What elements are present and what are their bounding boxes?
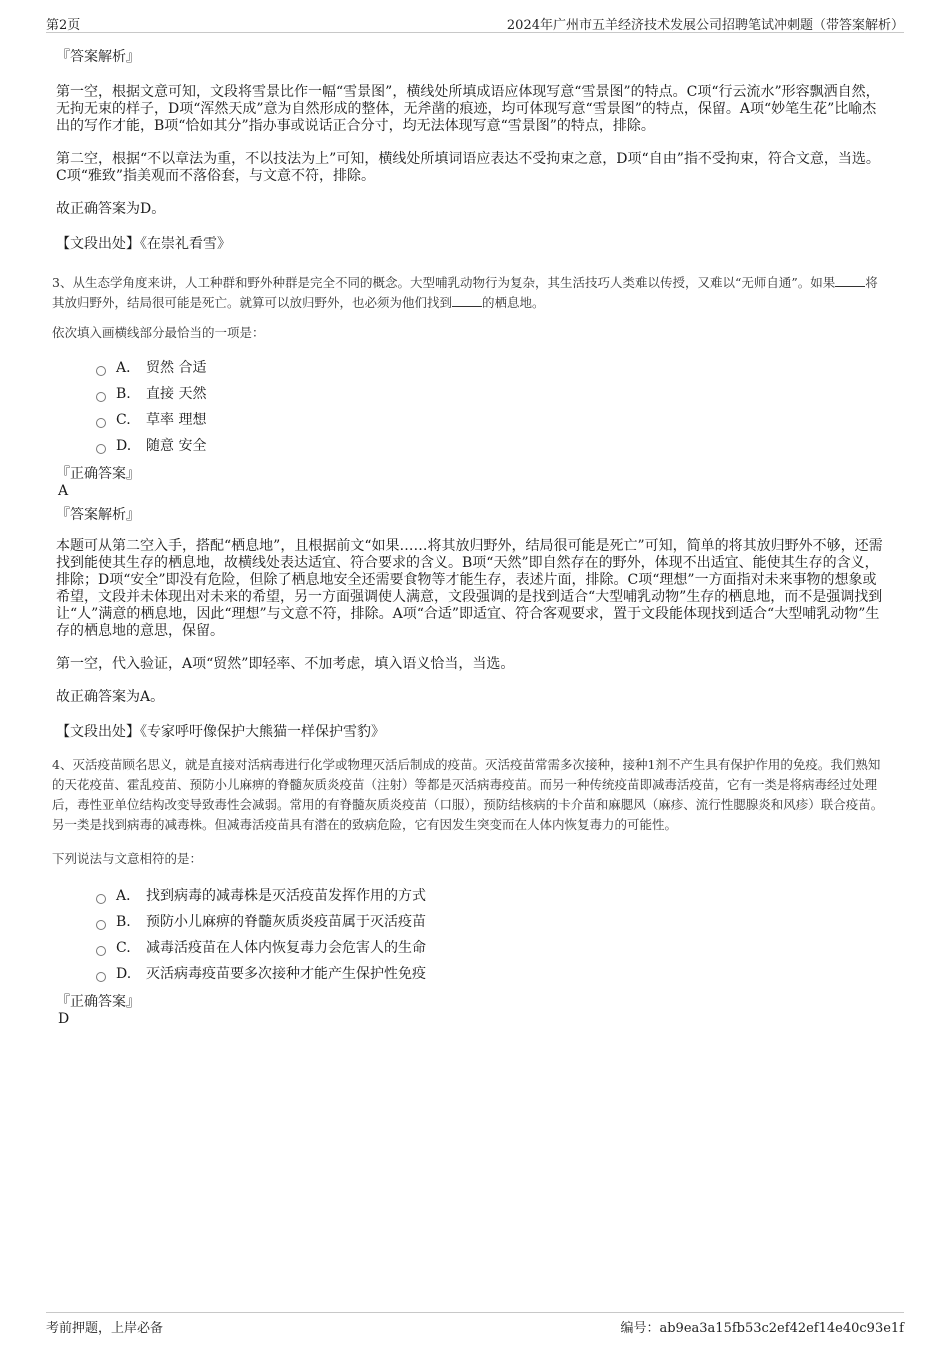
q3-analysis-label: 『答案解析』 bbox=[56, 507, 140, 523]
q3-prompt: 依次填入画横线部分最恰当的一项是： bbox=[52, 325, 265, 340]
radio-icon[interactable] bbox=[96, 418, 106, 428]
q3-stem: 3、从生态学角度来讲，人工种群和野外种群是完全不同的概念。大型哺乳动物行为复杂，其生活技巧人类难以传授，又难以“无师自通”。如果 将其放归野外，结局很可能是死亡。就算可以放归野外，也必须为他们找到 的栖息地。 bbox=[52, 275, 878, 310]
radio-icon[interactable] bbox=[96, 946, 106, 956]
q2-source: 【文段出处】《在崇礼看雪》 bbox=[56, 236, 231, 252]
page-content bbox=[52, 44, 886, 1028]
page-header bbox=[46, 14, 904, 33]
q3-options bbox=[96, 355, 886, 459]
q2-analysis-label: 『答案解析』 bbox=[56, 49, 140, 65]
radio-icon[interactable] bbox=[96, 920, 106, 930]
document-id: 编号：ab9ea3a15fb53c2ef42ef14e40c93e1f bbox=[620, 1321, 904, 1336]
q3-option-d[interactable]: D. 随意 安全 bbox=[96, 433, 886, 459]
radio-icon[interactable] bbox=[96, 366, 106, 376]
document-title: 2024年广州市五羊经济技术发展公司招聘笔试冲刺题（带答案解析） bbox=[506, 18, 904, 33]
q3-blank-2 bbox=[452, 294, 482, 307]
radio-icon[interactable] bbox=[96, 444, 106, 454]
q2-analysis-para-2: 第二空，根据“不以章法为重，不以技法为上”可知，横线处所填词语应表达不受拘束之意，D项“自由”指不受拘束，符合文意，当选。C项“雅致”指美观而不落俗套，与文意不符，排除。 bbox=[56, 151, 880, 184]
q4-options bbox=[96, 883, 886, 987]
q4-correct-label: 『正确答案』 bbox=[56, 994, 140, 1010]
q4-correct-answer: D bbox=[58, 1011, 70, 1027]
page-footer bbox=[46, 1312, 904, 1336]
q4-option-b[interactable]: B. 预防小儿麻痹的脊髓灰质炎疫苗属于灭活疫苗 bbox=[96, 909, 886, 935]
radio-icon[interactable] bbox=[96, 894, 106, 904]
q3-blank-1 bbox=[835, 274, 865, 287]
q3-option-b[interactable]: B. 直接 天然 bbox=[96, 381, 886, 407]
q3-correct-label: 『正确答案』 bbox=[56, 466, 140, 482]
q4-prompt: 下列说法与文意相符的是： bbox=[52, 851, 203, 866]
q3-option-a[interactable]: A． 贸然 合适 bbox=[96, 355, 886, 381]
q3-analysis-para-1: 本题可从第二空入手，搭配“栖息地”，且根据前文“如果……将其放归野外，结局很可能是死亡”可知，简单的将其放归野外不够，还需找到能使其生存的栖息地，故横线处表达适宜、符合要求的含义。B项“天然”即自然存在的野外，体现不出适宜、能使其生存的含义，排除；D项“安全”即没有危险，但除了栖息地安全还需要食物等才能生存，表述片面，排除。C项“理想”一方面指对未来事物的想象或希望，文段并未体现出对未来的希望，另一方面强调使人满意，文段强调的是找到适合“大型哺乳动物”生存的栖息地，而不是强调找到让“人”满意的栖息地，因此“理想”与文意不符，排除。A项“合适”即适宜、符合客观要求，置于文段能体现找到适合“大型哺乳动物”生存的栖息地的意思，保留。 bbox=[56, 538, 883, 639]
q3-option-c[interactable]: C. 草率 理想 bbox=[96, 407, 886, 433]
q3-analysis-para-2: 第一空，代入验证，A项“贸然”即轻率、不加考虑，填入语义恰当，当选。 bbox=[56, 656, 515, 672]
q4-option-d[interactable]: D. 灭活病毒疫苗要多次接种才能产生保护性免疫 bbox=[96, 961, 886, 987]
q4-option-a[interactable]: A． 找到病毒的减毒株是灭活疫苗发挥作用的方式 bbox=[96, 883, 886, 909]
q4-option-c[interactable]: C. 减毒活疫苗在人体内恢复毒力会危害人的生命 bbox=[96, 935, 886, 961]
q2-answer-statement: 故正确答案为D。 bbox=[56, 201, 166, 217]
radio-icon[interactable] bbox=[96, 392, 106, 402]
q4-stem: 4、灭活疫苗顾名思义，就是直接对活病毒进行化学或物理灭活后制成的疫苗。灭活疫苗常需多次接种，接种1剂不产生具有保护作用的免疫。我们熟知的天花疫苗、霍乱疫苗、预防小儿麻痹的脊髓灰质炎疫苗（注射）等都是灭活病毒疫苗。而另一种传统疫苗即减毒活疫苗，它有一类是将病毒经过处理后，毒性亚单位结构改变导致毒性会减弱。常用的有脊髓灰质炎疫苗（口服），预防结核病的卡介苗和麻腮风（麻疹、流行性腮腺炎和风疹）联合疫苗。另一类是找到病毒的减毒株。但减毒活疫苗具有潜在的致病危险，它有因发生突变而在人体内恢复毒力的可能性。 bbox=[52, 757, 884, 832]
radio-icon[interactable] bbox=[96, 972, 106, 982]
footer-slogan: 考前押题，上岸必备 bbox=[46, 1321, 164, 1336]
q3-answer-statement: 故正确答案为A。 bbox=[56, 689, 165, 705]
q2-analysis-para-1: 第一空，根据文意可知，文段将雪景比作一幅“雪景图”，横线处所填成语应体现写意“雪景图”的特点。C项“行云流水”形容飘洒自然，无拘无束的样子，D项“浑然天成”意为自然形成的整体，无斧凿的痕迹，均可体现写意“雪景图”的特点，保留。A项“妙笔生花”比喻杰出的写作才能，B项“恰如其分”指办事或说话正合分寸，均无法体现写意“雪景图”的特点，排除。 bbox=[56, 84, 880, 134]
page-number: 第2页 bbox=[46, 18, 81, 33]
q3-correct-answer: A bbox=[58, 483, 69, 499]
q3-source: 【文段出处】《专家呼吁像保护大熊猫一样保护雪豹》 bbox=[56, 724, 385, 740]
